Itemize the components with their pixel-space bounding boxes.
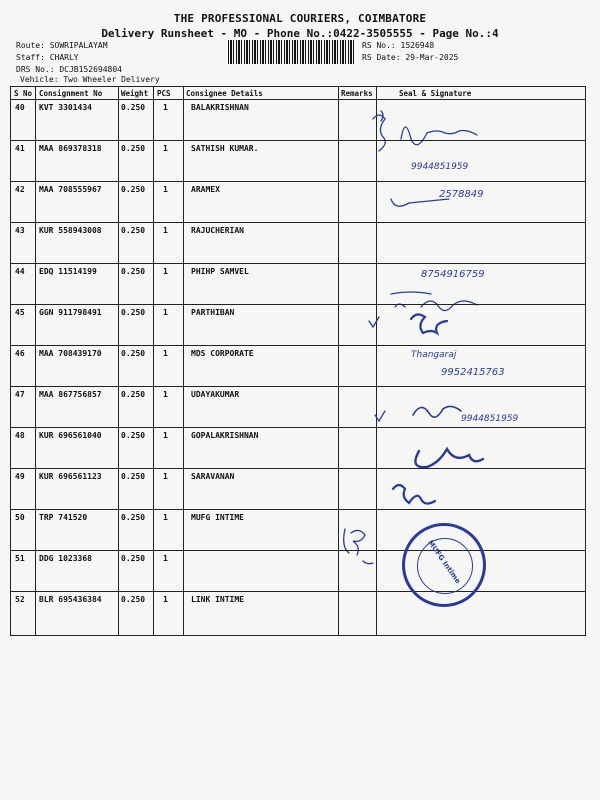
cell-weight: 0.250: [121, 267, 146, 276]
cell-sno: 45: [15, 308, 25, 317]
phone-note-46: 9952415763: [441, 367, 505, 378]
col-seal-signature: Seal & Signature: [399, 89, 472, 98]
drs-label: DRS No.: DCJB152694804: [16, 65, 122, 74]
col-pcs: PCS: [157, 89, 171, 98]
row-divider: [338, 468, 585, 469]
cell-consignment: KUR 696561123: [39, 472, 102, 481]
rs-date-label: RS Date: 29-Mar-2025: [362, 53, 459, 62]
cell-consignment: BLR 695436384: [39, 595, 102, 604]
signature-row-44-line: [391, 292, 431, 294]
table-row: [11, 345, 341, 387]
cell-sno: 47: [15, 390, 25, 399]
table-row: [11, 509, 341, 551]
cell-weight: 0.250: [121, 144, 146, 153]
cell-pcs: 1: [163, 513, 168, 522]
check-row-45: [369, 317, 379, 327]
cell-consignee: MUFG INTIME: [191, 513, 244, 522]
row-divider: [338, 427, 585, 428]
cell-sno: 40: [15, 103, 25, 112]
cell-weight: 0.250: [121, 431, 146, 440]
cell-consignee: BALAKRISHNAN: [191, 103, 249, 112]
cell-sno: 49: [15, 472, 25, 481]
cell-weight: 0.250: [121, 390, 146, 399]
cell-pcs: 1: [163, 390, 168, 399]
cell-sno: 44: [15, 267, 25, 276]
row-divider: [338, 304, 585, 305]
table-row: [11, 386, 341, 428]
cell-consignment: KVT 3301434: [39, 103, 92, 112]
name-note-46: Thangaraj: [411, 350, 457, 360]
cell-weight: 0.250: [121, 226, 146, 235]
vehicle-label: Vehicle: Two Wheeler Delivery: [20, 75, 160, 84]
cell-pcs: 1: [163, 554, 168, 563]
cell-consignment: MAA 708439170: [39, 349, 102, 358]
cell-weight: 0.250: [121, 554, 146, 563]
page-title: THE PROFESSIONAL COURIERS, COIMBATORE: [173, 12, 427, 25]
col-weight: Weight: [121, 89, 149, 98]
cell-weight: 0.250: [121, 513, 146, 522]
signature-row-40: [373, 111, 385, 151]
cell-pcs: 1: [163, 431, 168, 440]
row-divider: [338, 509, 585, 510]
cell-consignee: MDS CORPORATE: [191, 349, 254, 358]
table-row: [11, 140, 341, 182]
cell-sno: 41: [15, 144, 25, 153]
signature-row-45: [411, 314, 447, 333]
cell-pcs: 1: [163, 103, 168, 112]
signature-row-50: [344, 529, 365, 555]
signature-row-49: [393, 485, 435, 504]
cell-weight: 0.250: [121, 349, 146, 358]
row-divider: [338, 140, 585, 141]
table-row: [11, 222, 341, 264]
cell-pcs: 1: [163, 472, 168, 481]
table-row: [11, 591, 341, 632]
cell-consignee: RAJUCHERIAN: [191, 226, 244, 235]
cell-consignment: DDG 1023368: [39, 554, 92, 563]
cell-sno: 52: [15, 595, 25, 604]
cell-consignee: PHIHP SAMVEL: [191, 267, 249, 276]
cell-consignment: MAA 869378318: [39, 144, 102, 153]
row-divider: [338, 345, 585, 346]
cell-consignment: MAA 708555967: [39, 185, 102, 194]
cell-weight: 0.250: [121, 595, 146, 604]
cell-weight: 0.250: [121, 103, 146, 112]
table-row: [11, 181, 341, 223]
cell-pcs: 1: [163, 144, 168, 153]
company-seal: [402, 523, 486, 607]
row-divider: [338, 222, 585, 223]
check-row-47: [375, 411, 385, 421]
row-divider: [338, 386, 585, 387]
cell-consignment: KUR 696561040: [39, 431, 102, 440]
signature-row-51: [363, 561, 373, 564]
cell-consignee: PARTHIBAN: [191, 308, 235, 317]
phone-note-44: 8754916759: [421, 269, 485, 280]
phone-note-41: 9944851959: [411, 162, 469, 172]
table-row: [11, 263, 341, 305]
row-divider: [338, 263, 585, 264]
cell-consignee: LINK INTIME: [191, 595, 244, 604]
cell-sno: 46: [15, 349, 25, 358]
cell-sno: 50: [15, 513, 25, 522]
phone-note-42: 2578849: [439, 189, 484, 200]
col-sno: S No: [14, 89, 33, 98]
cell-consignee: UDAYAKUMAR: [191, 390, 240, 399]
table-row: [11, 468, 341, 510]
col-remarks: Remarks: [341, 89, 373, 98]
col-consignee: Consignee Details: [186, 89, 263, 98]
cell-weight: 0.250: [121, 308, 146, 317]
cell-consignment: GGN 911798491: [39, 308, 102, 317]
cell-consignment: EDQ 11514199: [39, 267, 97, 276]
signature-row-42: [391, 199, 449, 206]
cell-weight: 0.250: [121, 472, 146, 481]
table-row: [11, 304, 341, 346]
cell-sno: 51: [15, 554, 25, 563]
cell-consignee: ARAMEX: [191, 185, 220, 194]
cell-consignee: SARAVANAN: [191, 472, 235, 481]
cell-consignment: MAA 867756857: [39, 390, 102, 399]
cell-consignee: SATHISH KUMAR.: [191, 144, 259, 153]
barcode: [228, 40, 354, 64]
cell-consignment: TRP 741520: [39, 513, 88, 522]
table-row: [11, 99, 341, 141]
cell-pcs: 1: [163, 185, 168, 194]
table-row: [11, 550, 341, 592]
cell-sno: 43: [15, 226, 25, 235]
runsheet-subtitle: Delivery Runsheet - MO - Phone No.:0422-3505555 - Page No.:4: [101, 27, 499, 40]
cell-consignee: GOPALAKRISHNAN: [191, 431, 259, 440]
cell-pcs: 1: [163, 595, 168, 604]
cell-consignment: KUR 558943008: [39, 226, 102, 235]
signature-row-48: [415, 449, 483, 467]
cell-weight: 0.250: [121, 185, 146, 194]
seal-text: MUFG Intime: [426, 538, 462, 586]
cell-pcs: 1: [163, 349, 168, 358]
col-consignment: Consignment No: [39, 89, 103, 98]
table-row: [11, 427, 341, 469]
signature-row-44-mark: [395, 301, 477, 311]
staff-label: Staff: CHARLY: [16, 53, 79, 62]
cell-pcs: 1: [163, 267, 168, 276]
phone-note-47: 9944851959: [461, 414, 519, 424]
signature-row-41: [401, 127, 477, 145]
runsheet-table: [10, 86, 586, 636]
row-divider: [338, 181, 585, 182]
cell-sno: 48: [15, 431, 25, 440]
rs-no-label: RS No.: 1526948: [362, 41, 435, 50]
route-label: Route: SOWRIPALAYAM: [16, 41, 108, 50]
signature-row-47: [413, 406, 461, 417]
cell-pcs: 1: [163, 226, 168, 235]
cell-pcs: 1: [163, 308, 168, 317]
cell-sno: 42: [15, 185, 25, 194]
